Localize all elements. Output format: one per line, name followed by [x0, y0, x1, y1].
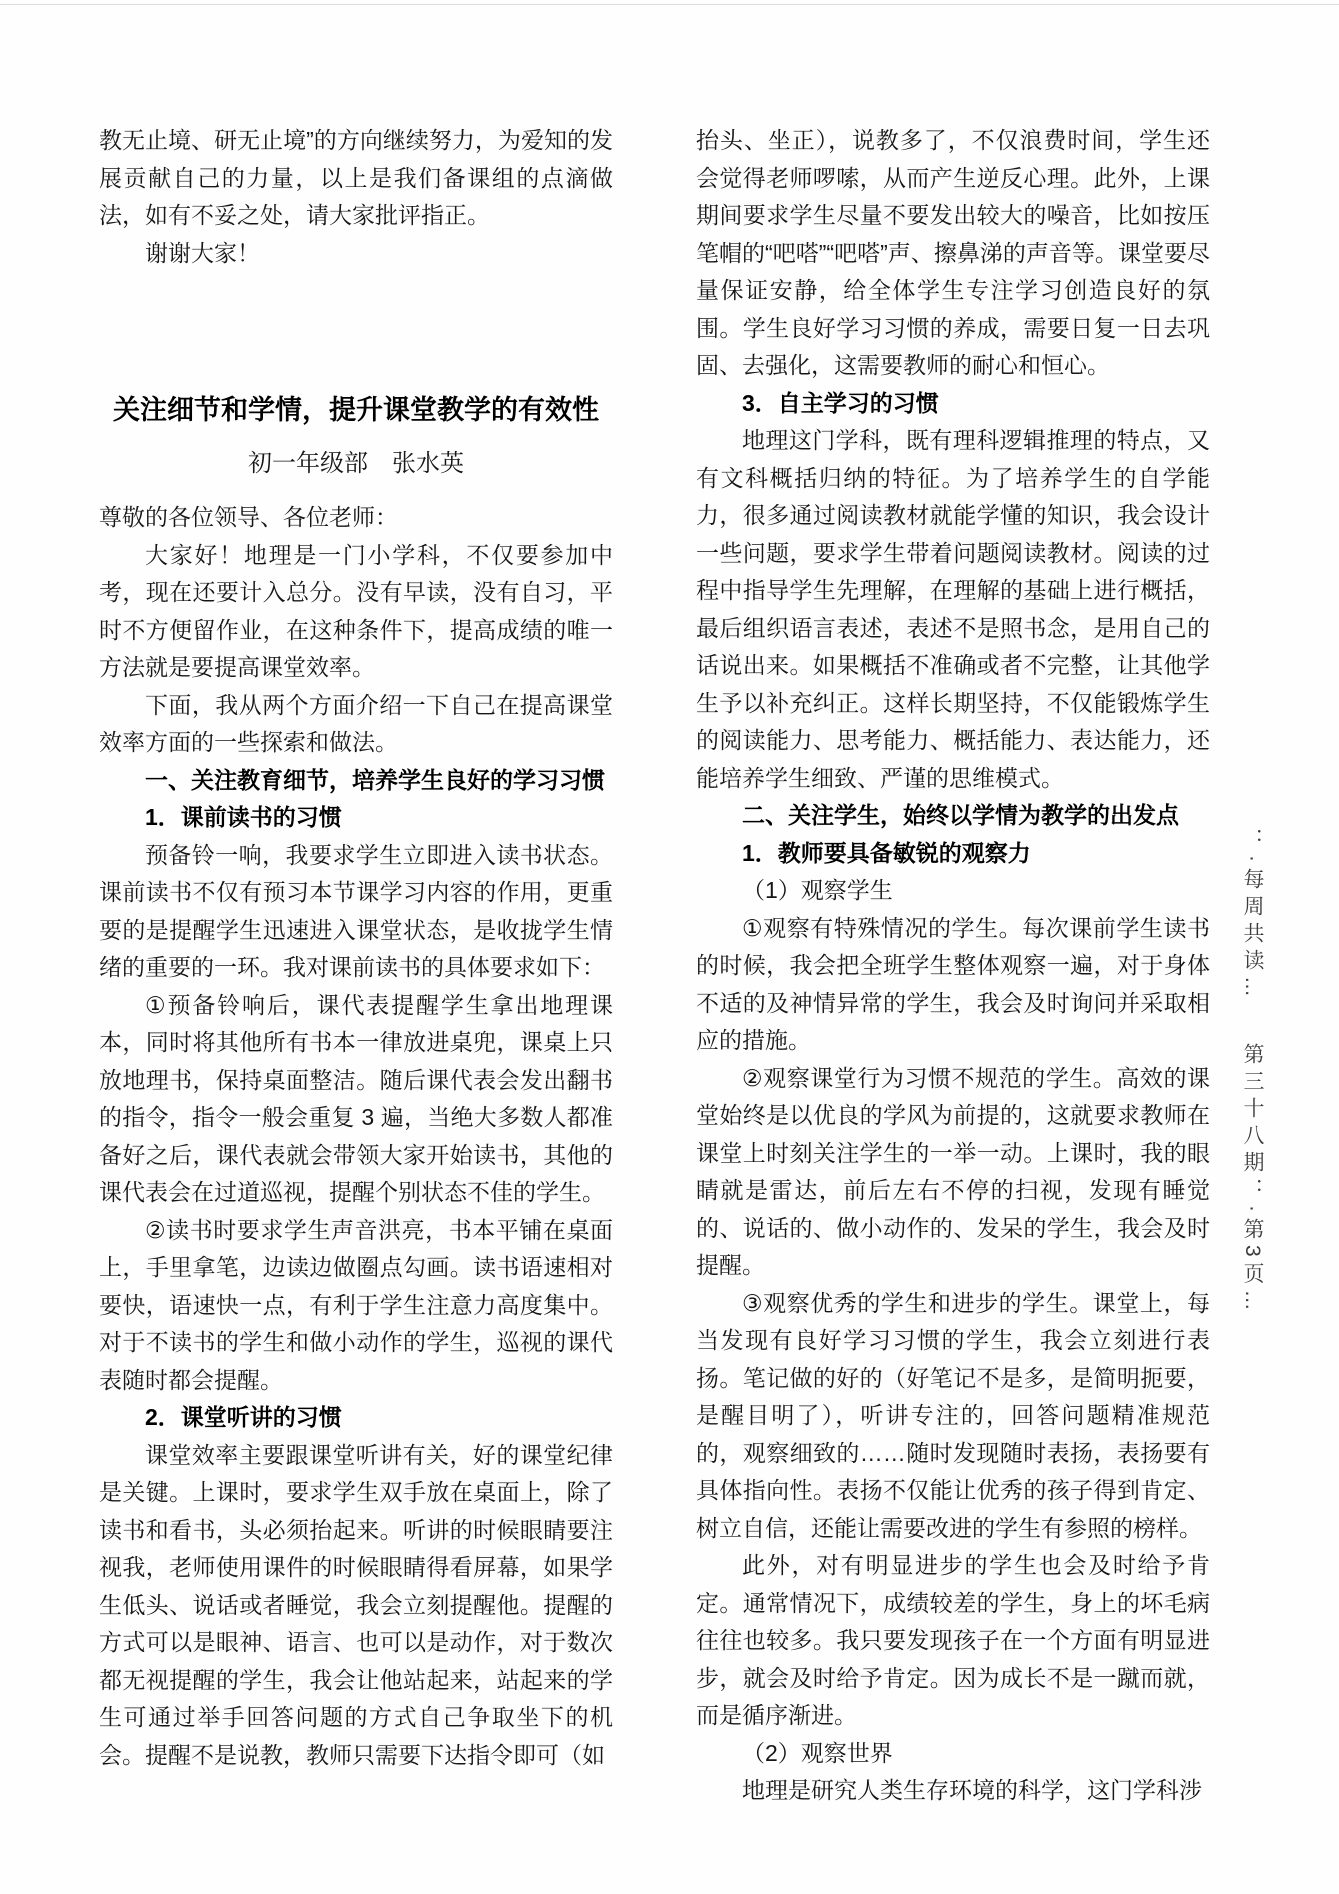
article-title: 关注细节和学情，提升课堂教学的有效性: [113, 395, 599, 425]
paragraph: ①观察有特殊情况的学生。每次课前学生读书的时候，我会把全班学生整体观察一遍，对于身体不适的及神情异常的学生，我会及时询问并采取相应的措施。: [696, 914, 1210, 1053]
paragraph-continuation: 抬头、坐正），说教多了，不仅浪费时间，学生还会觉得老师啰嗦，从而产生逆反心理。此外，上课期间要求学生尽量不要发出较大的噪音，比如按压笔帽的“吧嗒”“吧嗒”声、擦鼻涕的声音等。课堂要尽量保证安静，给全体学生专注学习创造良好的氛围。学生良好学习习惯的养成，需要日复一日去巩固、去强化，这需要教师的耐心和恒心。: [696, 127, 1210, 378]
margin-note: [1237, 828, 1267, 1388]
sub-heading: （1）观察学生: [742, 877, 893, 903]
section-heading: 1．课前读书的习惯: [145, 804, 342, 830]
paragraph: 大家好！地理是一门小学科，不仅要参加中考，现在还要计入总分。没有早读，没有自习，平时不方便留作业，在这种条件下，提高成绩的唯一方法就是要提高课堂效率。: [99, 541, 613, 680]
paragraph: 谢谢大家！: [145, 239, 260, 266]
paragraph: 地理是研究人类生存环境的科学，这门学科涉: [742, 1777, 1202, 1803]
paragraph: 此外，对有明显进步的学生也会及时给予肯定。通常情况下，成绩较差的学生，身上的坏毛病往往也较多。我只要发现孩子在一个方面有明显进步，就会及时给予肯定。因为成长不是一蹴而就，而是循序渐进。: [696, 1552, 1210, 1728]
article-byline: 初一年级部 张水英: [248, 450, 464, 477]
paragraph: ③观察优秀的学生和进步的学生。课堂上，每当发现有良好学习习惯的学生，我会立刻进行表扬。笔记做的好的（好笔记不是多，是简明扼要，是醒目明了），听讲专注的，回答问题精准规范的，观察细致的……随时发现随时表扬，表扬要有具体指向性。表扬不仅能让优秀的孩子得到肯定、树立自信，还能让需要改进的学生有参照的榜样。: [696, 1289, 1210, 1541]
sub-heading: （2）观察世界: [742, 1739, 893, 1766]
left-column: [99, 122, 613, 1774]
right-column: [696, 122, 1210, 1810]
section-heading: 二、关注学生，始终以学情为教学的出发点: [742, 802, 1179, 828]
margin-note-issue-page: 第三十八期：·第3页…: [1241, 1042, 1264, 1317]
page-top-divider: [0, 4, 1339, 5]
paragraph: ②读书时要求学生声音洪亮，书本平铺在桌面上，手里拿笔，边读边做圈点勾画。读书语速相对要快，语速快一点，有利于学生注意力高度集中。对于不读书的学生和做小动作的学生，巡视的课代表随时都会提醒。: [99, 1216, 613, 1393]
section-heading: 一、关注教育细节，培养学生良好的学习习惯: [145, 766, 605, 793]
paragraph-continuation: 教无止境、研无止境”的方向继续努力，为爱知的发展贡献自己的力量，以上是我们备课组的点滴做法，如有不妥之处，请大家批评指正。: [99, 127, 613, 228]
section-heading: 2．课堂听讲的习惯: [145, 1404, 342, 1430]
paragraph: 预备铃一响，我要求学生立即进入读书状态。课前读书不仅有预习本节课学习内容的作用，更重要的是提醒学生迅速进入课堂状态，是收拢学生情绪的重要的一环。我对课前读书的具体要求如下：: [99, 841, 613, 980]
margin-note-publication: ：·每周共读…: [1241, 828, 1264, 1003]
paragraph: 地理这门学科，既有理科逻辑推理的特点，又有文科概括归纳的特征。为了培养学生的自学能力，很多通过阅读教材就能学懂的知识，我会设计一些问题，要求学生带着问题阅读教材。阅读的过程中指导学生先理解，在理解的基础上进行概括，最后组织语言表述，表述不是照书念，是用自己的话说出来。如果概括不准确或者不完整，让其他学生予以补充纠正。这样长期坚持，不仅能锻炼学生的阅读能力、思考能力、概括能力、表达能力，还能培养学生细致、严谨的思维模式。: [696, 427, 1210, 791]
paragraph: ①预备铃响后，课代表提醒学生拿出地理课本，同时将其他所有书本一律放进桌兜，课桌上只放地理书，保持桌面整洁。随后课代表会发出翻书的指令，指令一般会重复 3 遍，当绝大多数人都准备好之后，课代表就会带领大家开始读书，其他的课代表会在过道巡视，提醒个别状态不佳的学生。: [99, 991, 613, 1205]
paragraph: 下面，我从两个方面介绍一下自己在提高课堂效率方面的一些探索和做法。: [99, 691, 613, 755]
paragraph: 课堂效率主要跟课堂听讲有关，好的课堂纪律是关键。上课时，要求学生双手放在桌面上，除了读书和看书，头必须抬起来。听讲的时候眼睛要注视我，老师使用课件的时候眼睛得看屏幕，如果学生低头、说话或者睡觉，我会立刻提醒他。提醒的方式可以是眼神、语言、也可以是动作，对于数次都无视提醒的学生，我会让他站起来，站起来的学生可通过举手回答问题的方式自己争取坐下的机会。提醒不是说教，教师只需要下达指令即可（如: [99, 1441, 613, 1768]
section-heading: 1．教师要具备敏锐的观察力: [742, 839, 1031, 866]
section-heading: 3．自主学习的习惯: [742, 389, 939, 416]
paragraph-continuation: 尊敬的各位领导、各位老师：: [99, 504, 398, 530]
paragraph: ②观察课堂行为习惯不规范的学生。高效的课堂始终是以优良的学风为前提的，这就要求教师在课堂上时刻关注学生的一举一动。上课时，我的眼睛就是雷达，前后左右不停的扫视，发现有睡觉的、说话的、做小动作的、发呆的学生，我会及时提醒。: [696, 1064, 1210, 1278]
